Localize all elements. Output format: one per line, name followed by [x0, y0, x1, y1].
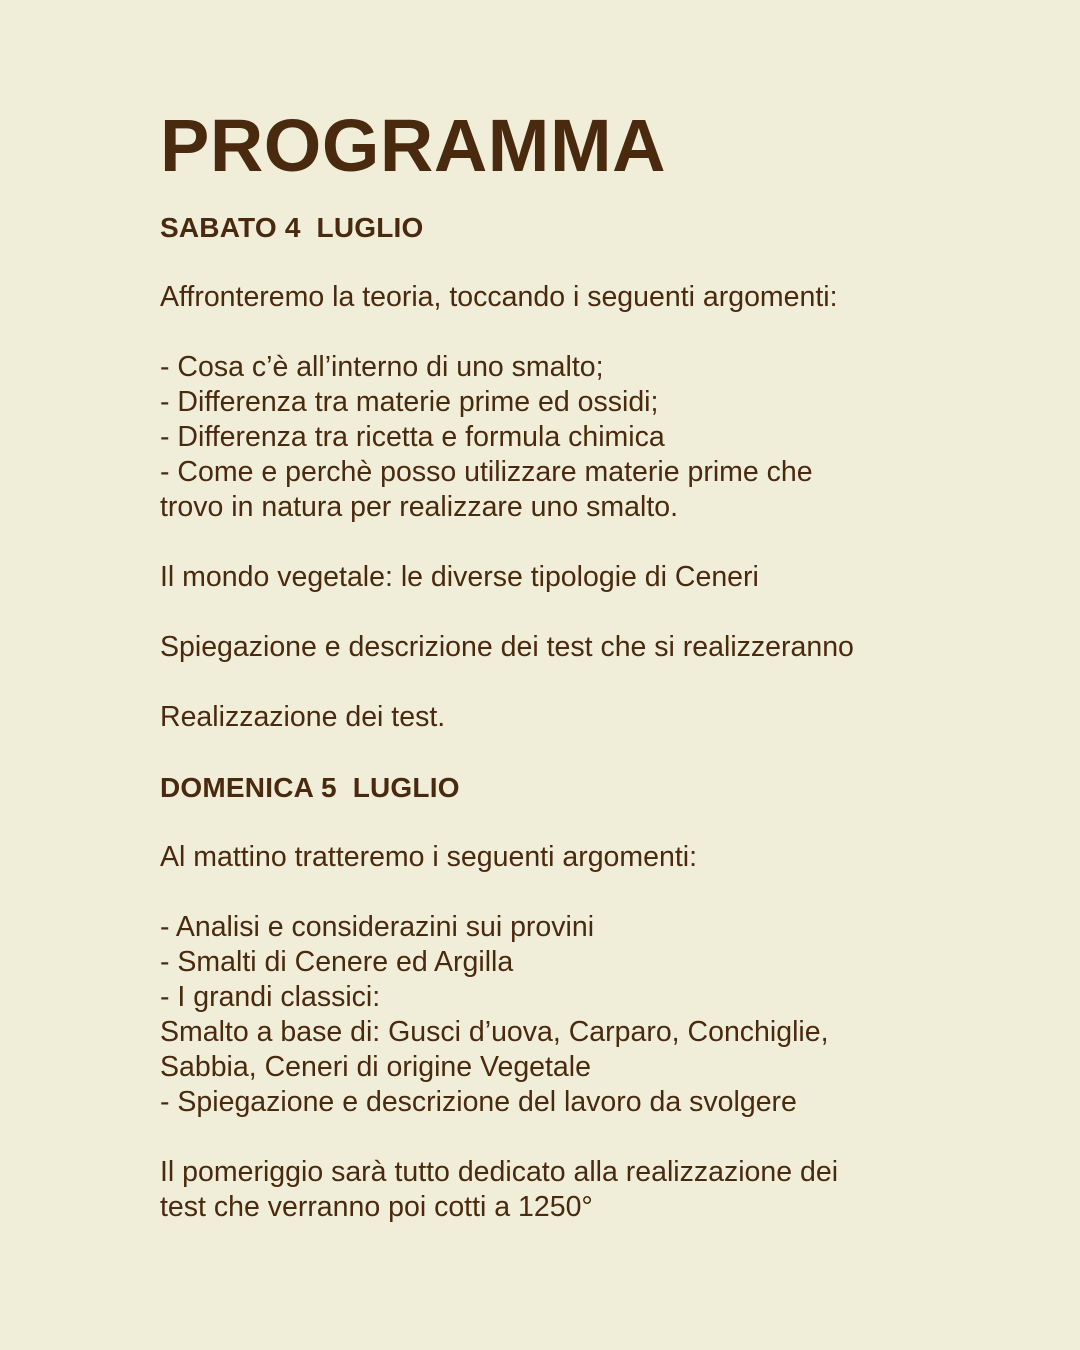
- page-title: PROGRAMMA: [160, 104, 667, 187]
- list-item: - I grandi classici:: [160, 981, 381, 1013]
- spacer: [160, 1120, 980, 1155]
- spacer: [160, 665, 980, 700]
- list-item: - Differenza tra materie prime ed ossidi;: [160, 386, 659, 418]
- list-item: - Differenza tra ricetta e formula chimica: [160, 421, 665, 453]
- closing-line: Il pomeriggio sarà tutto dedicato alla realizzazione dei: [160, 1156, 839, 1188]
- saturday-paragraph: Spiegazione e descrizione dei test che si realizzeranno: [160, 631, 854, 663]
- list-item-continuation: Smalto a base di: Gusci d’uova, Carparo, Conchiglie,: [160, 1016, 829, 1048]
- saturday-intro: Affronteremo la teoria, toccando i seguenti argomenti:: [160, 281, 838, 313]
- sunday-closing: [160, 1155, 980, 1225]
- list-item-continuation: Sabbia, Ceneri di origine Vegetale: [160, 1051, 591, 1083]
- spacer: [160, 245, 980, 280]
- saturday-section: [160, 210, 980, 770]
- sunday-heading: DOMENICA 5 LUGLIO: [160, 772, 460, 803]
- list-item: - Come e perchè posso utilizzare materie prime che: [160, 456, 813, 488]
- list-item: - Spiegazione e descrizione del lavoro da svolgere: [160, 1086, 797, 1118]
- saturday-heading: SABATO 4 LUGLIO: [160, 212, 424, 243]
- spacer: [160, 315, 980, 350]
- spacer: [160, 805, 980, 840]
- sunday-intro: Al mattino tratteremo i seguenti argomenti:: [160, 841, 698, 873]
- spacer: [160, 525, 980, 560]
- list-item: - Analisi e considerazini sui provini: [160, 911, 595, 943]
- spacer: [160, 595, 980, 630]
- list-item-continuation: trovo in natura per realizzare uno smalto.: [160, 491, 679, 523]
- spacer: [160, 875, 980, 910]
- sunday-section: [160, 770, 980, 1225]
- list-item: - Smalti di Cenere ed Argilla: [160, 946, 514, 978]
- spacer: [160, 188, 980, 210]
- saturday-topic-list: [160, 350, 980, 525]
- list-item: - Cosa c’è all’interno di uno smalto;: [160, 351, 604, 383]
- closing-line: test che verranno poi cotti a 1250°: [160, 1191, 593, 1223]
- saturday-paragraph: Il mondo vegetale: le diverse tipologie di Ceneri: [160, 561, 759, 593]
- saturday-paragraph: Realizzazione dei test.: [160, 701, 446, 733]
- sunday-topic-list: [160, 910, 980, 1120]
- spacer: [160, 735, 980, 770]
